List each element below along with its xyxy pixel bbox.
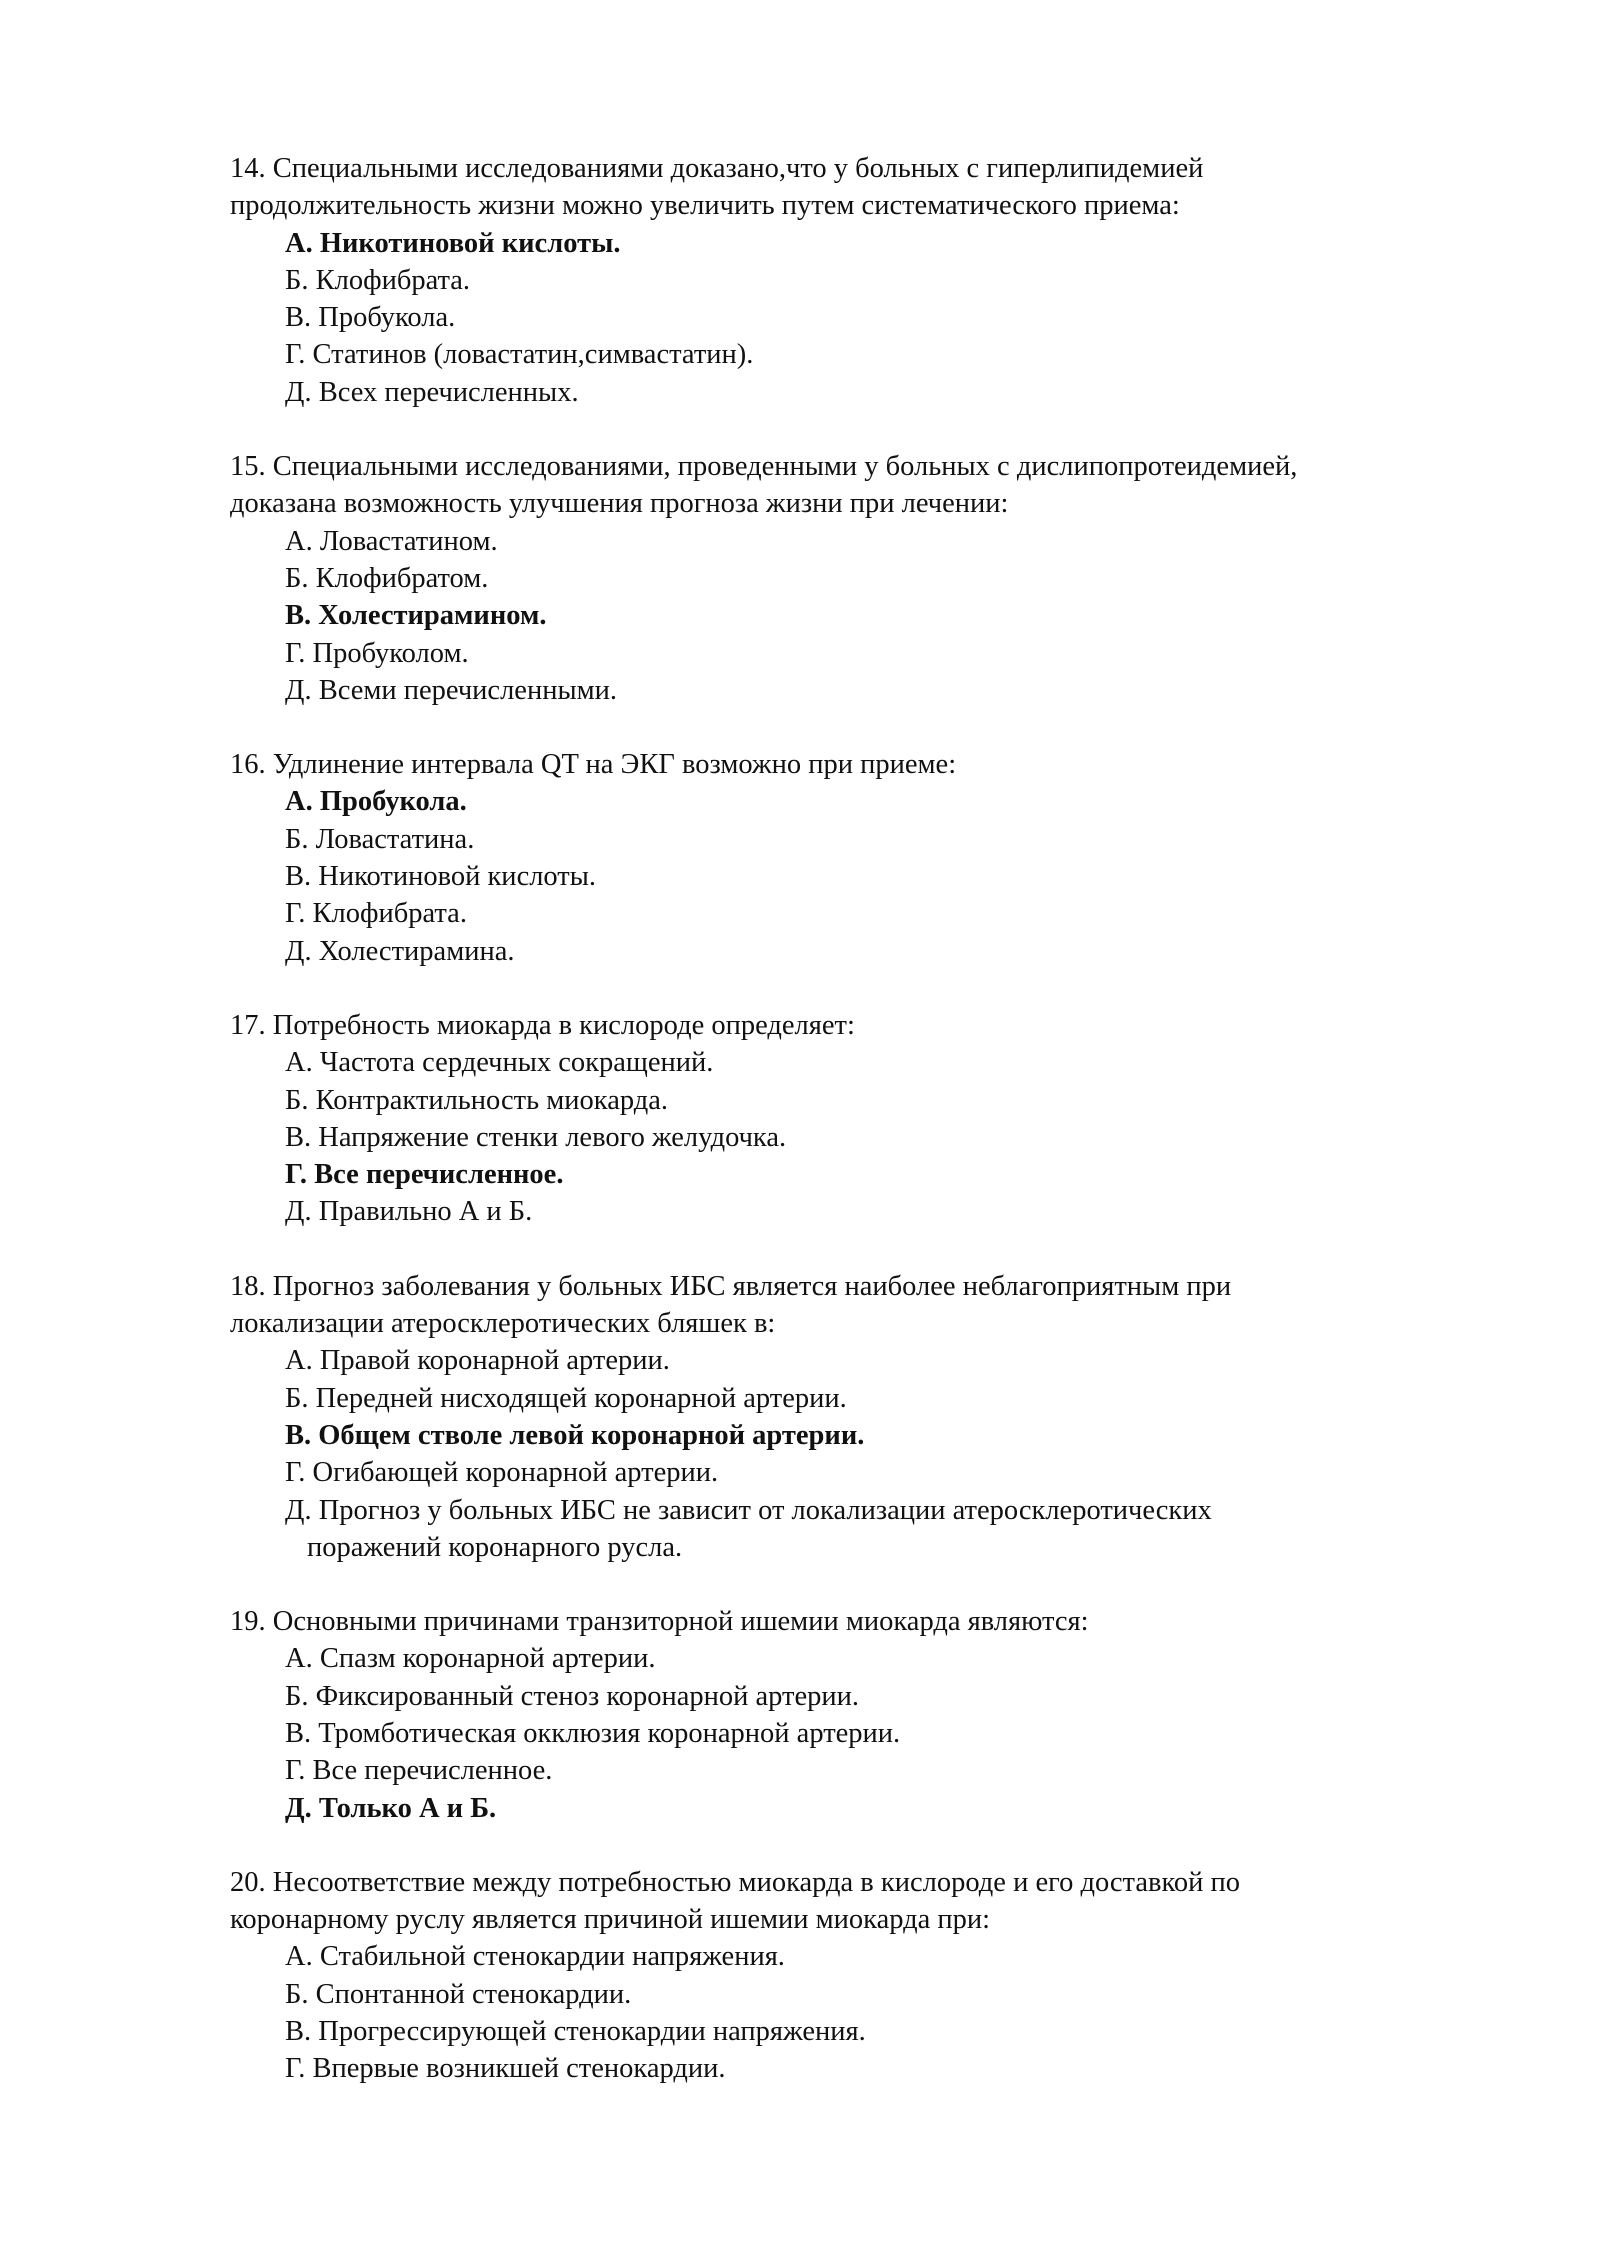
question-number: 19. — [230, 1606, 266, 1638]
answer-option-correct — [230, 783, 1470, 820]
question-stem-text: доказана возможность улучшения прогноза жизни при лечении: — [230, 488, 1009, 520]
answer-option — [230, 560, 1470, 597]
answer-option-text: А. Стабильной стенокардии напряжения. — [285, 1941, 785, 1973]
answer-option — [230, 1193, 1470, 1230]
answer-option — [230, 933, 1470, 970]
answer-option — [230, 299, 1470, 336]
answer-option-text: Г. Все перечисленное. — [285, 1159, 564, 1191]
answer-option-text: Д. Всеми перечисленными. — [285, 674, 618, 706]
answer-option-text: Б. Спонтанной стенокардии. — [285, 1978, 632, 2010]
answer-option-text: Б. Передней нисходящей коронарной артерии. — [285, 1382, 847, 1414]
answer-option — [230, 262, 1470, 299]
answer-option-text: Г. Впервые возникшей стенокардии. — [285, 2053, 726, 2085]
answer-option — [230, 858, 1470, 895]
question-stem-text: Несоответствие между потребностью миокарда в кислороде и его доставкой по — [272, 1866, 1240, 1898]
answer-option-text: Д. Всех перечисленных. — [285, 376, 579, 408]
answer-option-continuation: поражений коронарного русла. — [307, 1531, 683, 1563]
answer-option — [230, 1380, 1470, 1417]
question-stem-continuation — [230, 1901, 1470, 1938]
answer-option — [230, 2013, 1470, 2050]
answer-option-text: Д. Правильно А и Б. — [285, 1196, 533, 1228]
answer-option-text: Б. Клофибрата. — [285, 264, 471, 296]
question-14 — [230, 150, 1470, 411]
question-15 — [230, 448, 1470, 709]
answer-option-text: В. Пробукола. — [285, 302, 456, 334]
question-18 — [230, 1268, 1470, 1566]
answer-option-correct — [230, 1417, 1470, 1454]
answer-option — [230, 1492, 1470, 1567]
question-stem-continuation — [230, 485, 1470, 522]
question-stem-text: Потребность миокарда в кислороде определяет: — [272, 1009, 855, 1041]
answer-options — [230, 523, 1470, 709]
answer-option-text: В. Холестирамином. — [285, 600, 547, 632]
question-stem-continuation — [230, 187, 1470, 224]
answer-option — [230, 672, 1470, 709]
answer-options — [230, 1640, 1470, 1826]
answer-option — [230, 1715, 1470, 1752]
question-stem — [230, 1864, 1470, 1901]
answer-option-text: Б. Клофибратом. — [285, 562, 489, 594]
answer-option-text: А. Ловастатином. — [285, 525, 498, 557]
question-20 — [230, 1864, 1470, 2088]
answer-option-text: Д. Прогноз у больных ИБС не зависит от локализации атеросклеротических — [285, 1494, 1212, 1526]
answer-option — [230, 1678, 1470, 1715]
question-number: 20. — [230, 1866, 266, 1898]
answer-option — [230, 523, 1470, 560]
answer-option-text: Г. Клофибрата. — [285, 898, 467, 930]
answer-option-text: А. Пробукола. — [285, 786, 467, 818]
answer-option — [230, 1752, 1470, 1789]
question-stem-continuation — [230, 1305, 1470, 1342]
answer-option-text: Г. Огибающей коронарной артерии. — [285, 1457, 719, 1489]
answer-option-text: В. Напряжение стенки левого желудочка. — [285, 1121, 787, 1153]
answer-option-correct — [230, 597, 1470, 634]
answer-options — [230, 783, 1470, 969]
answer-option-text: Г. Пробуколом. — [285, 637, 469, 669]
question-19 — [230, 1603, 1470, 1827]
answer-option — [230, 635, 1470, 672]
answer-option-correct — [230, 225, 1470, 262]
answer-option — [230, 1119, 1470, 1156]
question-stem-text: Специальными исследованиями, проведенными у больных с дислипопротеидемией, — [272, 451, 1298, 483]
answer-options — [230, 1938, 1470, 2087]
question-number: 18. — [230, 1270, 266, 1302]
question-stem-text: Удлинение интервала QT на ЭКГ возможно при приеме: — [272, 749, 957, 781]
answer-option — [230, 821, 1470, 858]
answer-option-correct — [230, 1156, 1470, 1193]
answer-option-text: В. Общем стволе левой коронарной артерии. — [285, 1419, 865, 1451]
answer-option — [230, 1938, 1470, 1975]
answer-option-text: Б. Ловастатина. — [285, 823, 475, 855]
answer-options — [230, 225, 1470, 411]
question-number: 15. — [230, 451, 266, 483]
answer-option — [230, 1454, 1470, 1491]
question-list — [230, 150, 1470, 2125]
question-stem — [230, 1603, 1470, 1640]
question-number: 17. — [230, 1009, 266, 1041]
answer-option — [230, 2050, 1470, 2087]
question-stem-text: локализации атеросклеротических бляшек в: — [230, 1308, 776, 1340]
question-stem — [230, 746, 1470, 783]
answer-option-correct — [230, 1790, 1470, 1827]
answer-option-text: Б. Контрактильность миокарда. — [285, 1084, 668, 1116]
answer-option — [230, 1082, 1470, 1119]
question-stem-text: Основными причинами транзиторной ишемии миокарда являются: — [272, 1606, 1089, 1638]
answer-option — [230, 336, 1470, 373]
answer-option — [230, 374, 1470, 411]
answer-option — [230, 1044, 1470, 1081]
answer-option-text: А. Никотиновой кислоты. — [285, 227, 621, 259]
answer-option-text: А. Спазм коронарной артерии. — [285, 1643, 656, 1675]
question-stem-text: коронарному руслу является причиной ишемии миокарда при: — [230, 1904, 991, 1936]
answer-option-text: Д. Холестирамина. — [285, 935, 515, 967]
question-stem-text: Прогноз заболевания у больных ИБС является наиболее неблагоприятным при — [272, 1270, 1232, 1302]
answer-options — [230, 1342, 1470, 1566]
answer-option — [230, 1640, 1470, 1677]
answer-option — [230, 1976, 1470, 2013]
question-stem-text: Специальными исследованиями доказано,что у больных с гиперлипидемией — [272, 153, 1204, 184]
question-17 — [230, 1007, 1470, 1231]
answer-option-text: В. Тромботическая окклюзия коронарной артерии. — [285, 1717, 901, 1749]
question-stem — [230, 150, 1470, 187]
question-stem — [230, 448, 1470, 485]
answer-option-text: Г. Все перечисленное. — [285, 1755, 553, 1787]
answer-option-text: А. Правой коронарной артерии. — [285, 1345, 670, 1377]
question-number: 14. — [230, 153, 266, 184]
answer-option — [230, 1342, 1470, 1379]
answer-options — [230, 1044, 1470, 1230]
answer-option-text: В. Никотиновой кислоты. — [285, 861, 597, 893]
answer-option-text: Б. Фиксированный стеноз коронарной артерии. — [285, 1680, 860, 1712]
question-stem — [230, 1268, 1470, 1305]
question-stem — [230, 1007, 1470, 1044]
answer-option-text: Г. Статинов (ловастатин,симвастатин). — [285, 339, 754, 371]
answer-option-text: А. Частота сердечных сокращений. — [285, 1047, 714, 1079]
question-stem-text: продолжительность жизни можно увеличить путем систематического приема: — [230, 190, 1180, 222]
answer-option-text: В. Прогрессирующей стенокардии напряжения. — [285, 2016, 866, 2048]
answer-option-text: Д. Только А и Б. — [285, 1792, 497, 1824]
answer-option — [230, 895, 1470, 932]
question-16 — [230, 746, 1470, 970]
question-number: 16. — [230, 749, 266, 781]
